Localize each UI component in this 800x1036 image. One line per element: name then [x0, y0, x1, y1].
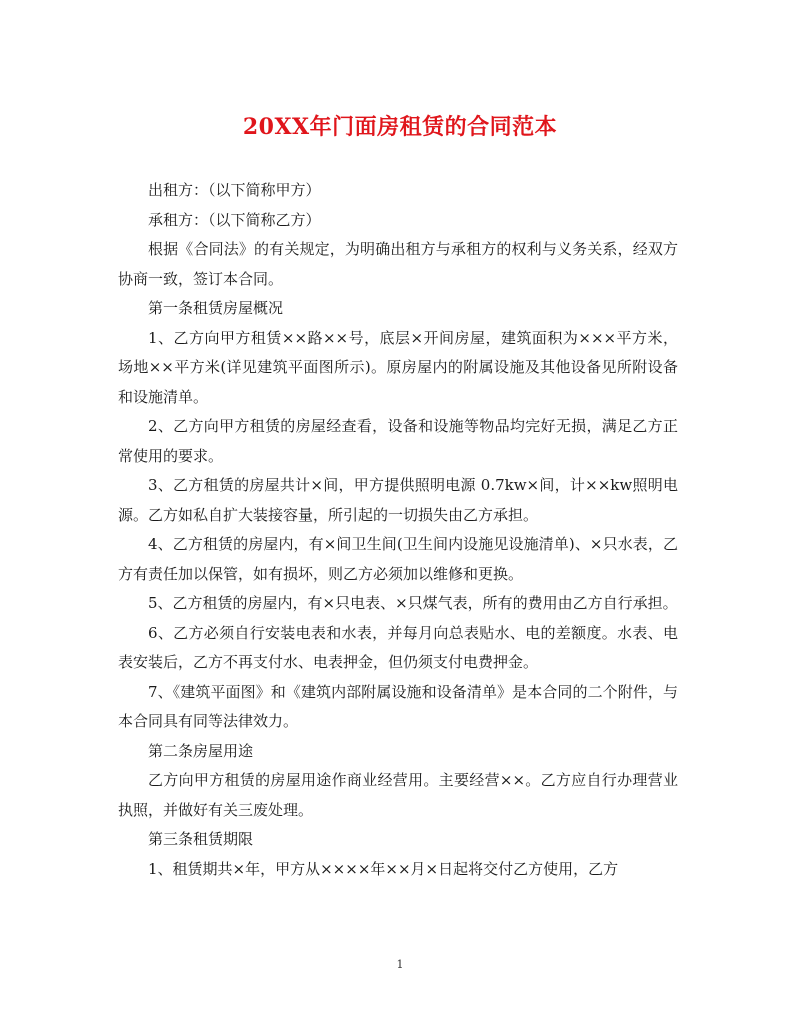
paragraph-clause: 1、乙方向甲方租赁××路××号，底层×开间房屋，建筑面积为×××平方米，场地××平方米(详见建筑平面图所示)。原房屋内的附属设施及其他设备见所附设备和设施清单。 [118, 328, 678, 406]
paragraph-clause: 4、乙方租赁的房屋内，有×间卫生间(卫生间内设施见设施清单)、×只水表，乙方有责任加以保管，如有损坏，则乙方必须加以维修和更换。 [118, 535, 678, 583]
paragraph-lessee: 承租方：（以下简称乙方） [148, 210, 321, 229]
section-heading-2: 第二条房屋用途 [148, 741, 254, 760]
paragraph-clause: 1、租赁期共×年，甲方从××××年××月×日起将交付乙方使用，乙方 [148, 859, 619, 878]
paragraph-clause: 7、《建筑平面图》和《建筑内部附属设施和设备清单》是本合同的二个附件，与本合同具有同等法律效力。 [118, 682, 678, 730]
paragraph-clause: 5、乙方租赁的房屋内，有×只电表、×只煤气表，所有的费用由乙方自行承担。 [148, 594, 678, 612]
paragraph-clause: 6、乙方必须自行安装电表和水表，并每月向总表贴水、电的差额度。水表、电表安装后，乙方不再支付水、电表押金，但仍须支付电费押金。 [118, 623, 678, 671]
paragraph-clause: 2、乙方向甲方租赁的房屋经查看，设备和设施等物品均完好无损，满足乙方正常使用的要求。 [118, 417, 678, 465]
paragraph-preamble: 根据《合同法》的有关规定，为明确出租方与承租方的权利与义务关系，经双方协商一致，签订本合同。 [118, 240, 678, 288]
document-title: 20XX年门面房租赁的合同范本 [242, 114, 558, 140]
paragraph-lessor: 出租方：（以下简称甲方） [148, 181, 321, 199]
paragraph-clause: 3、乙方租赁的房屋共计×间，甲方提供照明电源 0.7kw×间，计××kw照明电源。乙方如私自扩大装接容量，所引起的一切损失由乙方承担。 [118, 476, 678, 524]
section-heading-1: 第一条租赁房屋概况 [148, 299, 284, 317]
section-heading-3: 第三条租赁期限 [148, 830, 254, 848]
document-body [118, 176, 678, 884]
page-number: 1 [396, 958, 404, 971]
paragraph-clause: 乙方向甲方租赁的房屋用途作商业经营用。主要经营××。乙方应自行办理营业执照，并做好有关三废处理。 [118, 771, 678, 819]
